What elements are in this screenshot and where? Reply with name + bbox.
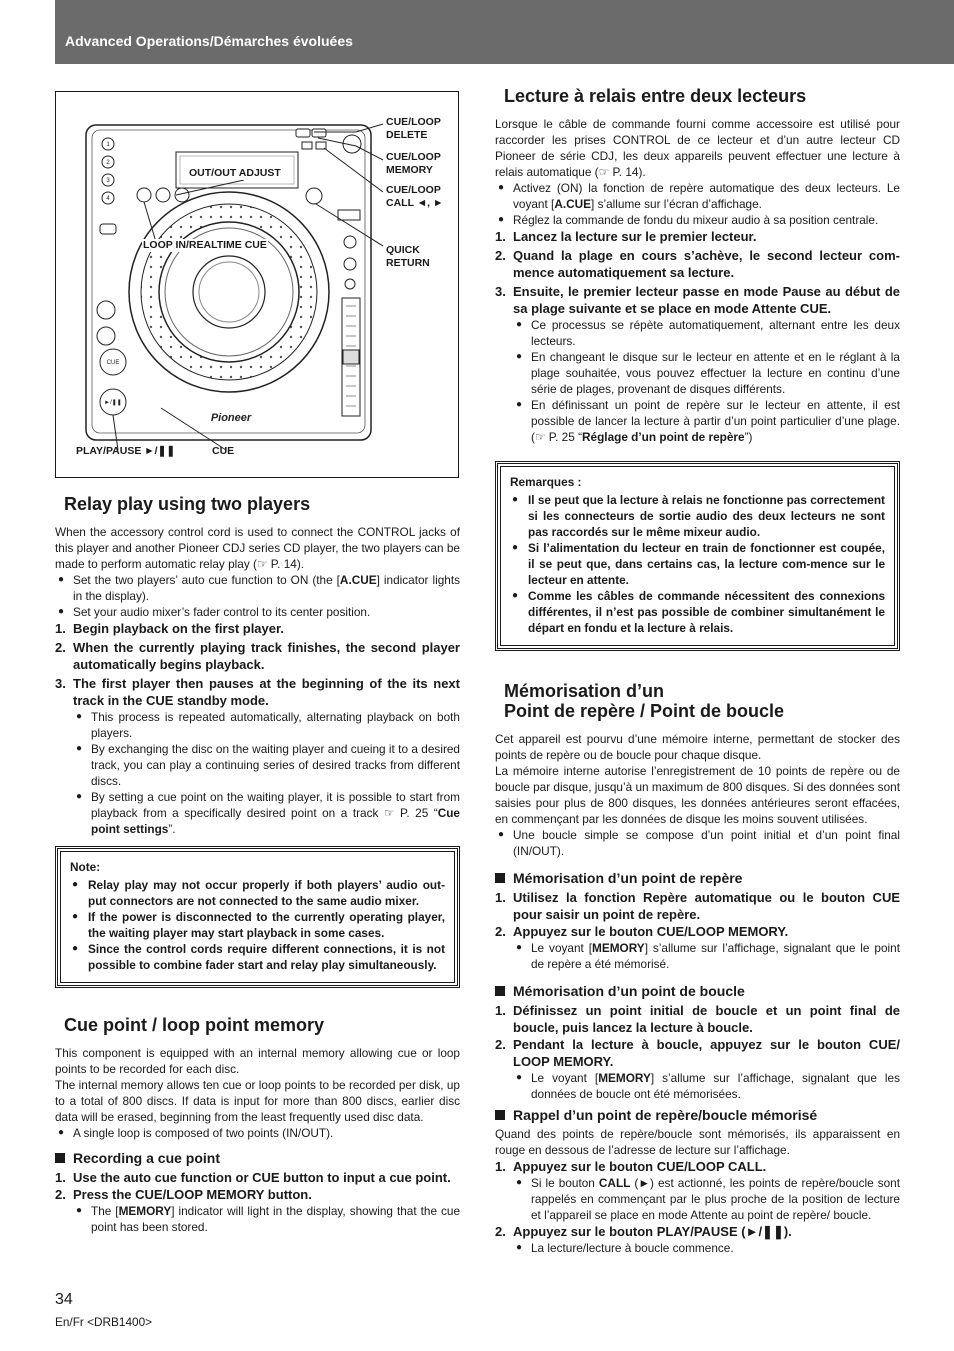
label-text: CUE/LOOP CALL ◄, ► <box>386 184 444 209</box>
section-title: Cue point / loop point memory <box>55 1015 460 1037</box>
label-loop-in <box>142 239 268 252</box>
svg-text:►/❚❚: ►/❚❚ <box>104 400 122 406</box>
step-2: 2. When the currently playing track finishes, the second player automatically begins playback. <box>55 640 460 672</box>
step-3: 3. Ensuite, le premier lecteur passe en mode Pause au début de sa plage suivante et se place en mode Attente CUE. <box>495 284 900 316</box>
note-title: Remarques : <box>510 475 582 489</box>
section-title-line2: Point de repère / Point de boucle <box>504 701 785 721</box>
label-text: CUE/LOOP MEMORY <box>386 151 441 176</box>
bullet-item: ● Ce processus se répète automatiquement, alternant entre les deux lecteurs. <box>513 317 900 349</box>
note-item: ● If the power is disconnected to the currently operating player, the waiting player may start playback in some cases. <box>70 909 445 941</box>
bullet-item: ● The [MEMORY] indicator will light in the display, showing that the cue point has been stored. <box>73 1203 460 1235</box>
bullet-item: ● This process is repeated automatically, alternating playback on both players. <box>73 709 460 741</box>
label-text: PLAY/PAUSE ►/❚❚ <box>76 445 176 457</box>
memorisation-fr-section <box>495 681 900 1256</box>
section-title-line1: Mémorisation d’un <box>504 681 665 701</box>
button-name: CALL <box>598 1176 631 1190</box>
note-item: ● Comme les câbles de commande nécessitent des connexions différentes, il n’est pas possible de combiner simultanément le départ en fondu et la lecture à relais. <box>510 588 885 636</box>
cdj-front-panel-figure <box>55 91 459 478</box>
bullet-item: ● En changeant le disque sur le lecteur en attente et en le réglant à la plage souhaitée, vous pouvez effectuer la lecture en continu d’une série de plages, provenant de disques différents. <box>513 349 900 397</box>
svg-text:1: 1 <box>106 142 110 148</box>
paragraph: This component is equipped with an internal memory allowing cue or loop points to be recorded for each disc. <box>55 1046 460 1076</box>
step-1: 1. Use the auto cue function or CUE button to input a cue point. <box>55 1170 451 1185</box>
document-code: En/Fr <DRB1400> <box>55 1315 153 1329</box>
note-item: ● Si l’alimentation du lecteur en train de fonctionner est coupée, il se peut que, dans certains cas, la lecture com-mence sur le lecteur en attente. <box>510 540 885 588</box>
label-play-pause <box>76 445 175 458</box>
note-item: ● Since the control cords require different connections, it is not possible to combine fader start and relay play simultaneously. <box>70 941 445 973</box>
bullet-item: ● Réglez la commande de fondu du mixeur audio à sa position centrale. <box>495 212 900 228</box>
subheading: Recording a cue point <box>55 1149 460 1167</box>
step-1: 1. Begin playback on the first player. <box>55 621 284 636</box>
paragraph: The internal memory allows ten cue or loop points to be recorded per disk, up to a total of 800 discs. If data is input for more than 800 discs, earlier disc data will be erased, beginning from the least frequently used disc data. <box>55 1078 460 1124</box>
step-1: 1. Appuyez sur le bouton CUE/LOOP CALL. <box>495 1159 767 1174</box>
svg-text:CUE: CUE <box>106 360 120 366</box>
section-title <box>495 681 900 723</box>
note-item: ● Il se peut que la lecture à relais ne fonctionne pas correctement si les connecteurs de sortie audio des deux lecteurs ne sont pas raccordés sur le même mixeur audio. <box>510 492 885 540</box>
indicator-name: MEMORY <box>592 941 645 955</box>
label-quick-return <box>386 244 430 270</box>
subheading: Mémorisation d’un point de repère <box>495 869 900 887</box>
bullet-item: ● Le voyant [MEMORY] s’allume sur l’affichage, signalant que le point de repère a été mémorisé. <box>513 940 900 972</box>
relay-play-fr-section <box>495 86 900 445</box>
step-2: 2. Appuyez sur le bouton CUE/LOOP MEMORY. <box>495 924 789 939</box>
label-text: OUT/OUT ADJUST <box>189 167 281 179</box>
svg-text:Pioneer: Pioneer <box>210 412 252 424</box>
label-cue <box>212 445 234 458</box>
svg-text:2: 2 <box>106 160 110 166</box>
step-2: 2. Quand la plage en cours s’achève, le second lecteur com-mence automatiquement sa lecture. <box>495 248 900 280</box>
indicator-name: A.CUE <box>339 573 377 587</box>
link-ref: Réglage d’un point de repère <box>582 430 745 444</box>
bullet-item: ● La lecture/lecture à boucle commence. <box>513 1240 900 1256</box>
step-2: 2. Appuyez sur le bouton PLAY/PAUSE (►/❚❚). <box>495 1224 792 1239</box>
section-title: Relay play using two players <box>55 494 460 516</box>
subheading: Rappel d’un point de repère/boucle mémorisé <box>495 1106 900 1124</box>
indicator-name: A.CUE <box>554 197 592 211</box>
step-2: 2. Pendant la lecture à boucle, appuyez sur le bouton CUE/ LOOP MEMORY. <box>495 1037 900 1069</box>
label-text: QUICK RETURN <box>386 244 430 269</box>
cue-memory-en-section <box>55 1015 460 1235</box>
step-1: 1. Définissez un point initial de boucle et un point final de boucle, puis lancez la lecture à boucle. <box>495 1003 900 1035</box>
note-item: ● Relay play may not occur properly if both players’ audio out-put connectors are not connected to the same audio mixer. <box>70 877 445 909</box>
indicator-name: MEMORY <box>598 1071 651 1085</box>
bullet-item: ● Le voyant [MEMORY] s’allume sur l’affichage, signalant que les données de boucle ont été mémorisées. <box>513 1070 900 1102</box>
intro-text: When the accessory control cord is used to connect the CONTROL jacks of this player and another Pioneer CDJ series CD player, the two players can be made to perform automatic relay play (☞ P. 14). <box>55 525 460 571</box>
relay-play-en-section <box>55 494 460 837</box>
label-cue-loop-memory <box>386 151 441 177</box>
subheading: Mémorisation d’un point de boucle <box>495 982 900 1000</box>
page-number: 34 <box>55 1291 73 1308</box>
bullet-item: ● Si le bouton CALL (►) est actionné, les points de repère/boucle sont rappelés en commençant par le plus proche de la position de lecture et l’appareil se place en mode Attente au point de repère/ boucle. <box>513 1175 900 1223</box>
step-1: 1. Lancez la lecture sur le premier lecteur. <box>495 229 757 244</box>
intro-text: Lorsque le câble de commande fourni comme accessoire est utilisé pour raccorder les prises CONTROL de ce lecteur et d’un autre lecteur CD Pioneer de série CDJ, les deux appareils peuvent effectuer une lecture à relais automatique (☞ P. 14). <box>495 117 900 179</box>
step-1: 1. Utilisez la fonction Repère automatique ou le bouton CUE pour saisir un point de repère. <box>495 890 900 922</box>
label-text: CUE <box>212 445 235 457</box>
bullet-item: ● En définissant un point de repère sur le lecteur en attente, il est possible de lancer la lecture à partir d’un point particulier d’une plage. (☞ P. 25 “Réglage d’un point de repère”) <box>513 397 900 445</box>
note-title: Note: <box>70 860 101 874</box>
step-2: 2. Press the CUE/LOOP MEMORY button. <box>55 1187 312 1202</box>
label-cue-loop-call <box>386 184 443 210</box>
section-title: Lecture à relais entre deux lecteurs <box>495 86 900 108</box>
link-ref: Cue point settings <box>91 806 460 836</box>
indicator-name: MEMORY <box>118 1204 172 1218</box>
remarks-box <box>495 461 900 651</box>
step-3: 3. The first player then pauses at the beginning of the its next track in the CUE standby mode. <box>55 676 460 708</box>
label-cue-loop-delete <box>386 116 441 142</box>
bullet-item: ● By setting a cue point on the waiting player, it is possible to start from playback from a specifically desired point on a track ☞ P. 25 “Cue point settings”. <box>73 789 460 837</box>
page-header <box>55 0 954 64</box>
svg-text:3: 3 <box>106 178 110 184</box>
paragraph: Cet appareil est pourvu d’une mémoire interne, permettant de stocker des points de repère ou de boucle pour chaque disque. <box>495 732 900 762</box>
paragraph: La mémoire interne autorise l’enregistrement de 10 points de repère ou de boucle par disque, jusqu’à un maximum de 800 disques. Si des données sont saisies pour plus de 800 disques, les données antérieures seront effacées, en commençant par les données de disque les moins souvent utilisées. <box>495 764 900 826</box>
svg-text:4: 4 <box>106 196 110 202</box>
bullet-item: ● Set the two players’ auto cue function to ON (the [A.CUE] indicator lights in the display). <box>55 572 460 604</box>
bullet-item: ● Une boucle simple se compose d’un point initial et d’un point final (IN/OUT). <box>495 827 900 859</box>
label-text: LOOP IN/REALTIME CUE <box>143 239 267 251</box>
bullet-item: ● Set your audio mixer’s fader control to its center position. <box>55 604 460 620</box>
bullet-item: ● By exchanging the disc on the waiting player and cueing it to a desired track, you can play a continuing series of desired tracks from different discs. <box>73 741 460 789</box>
bullet-item: ● Activez (ON) la fonction de repère automatique des deux lecteurs. Le voyant [A.CUE] s’allume sur l’écran d’affichage. <box>495 180 900 212</box>
paragraph: Quand des points de repère/boucle sont mémorisés, ils apparaissent en rouge en dessous de l’adresse de lecture sur l’affichage. <box>495 1127 900 1157</box>
label-text: CUE/LOOP DELETE <box>386 116 441 141</box>
label-out-adjust <box>188 167 282 180</box>
note-box <box>55 846 460 988</box>
bullet-item: ● A single loop is composed of two points (IN/OUT). <box>55 1125 460 1141</box>
header-title: Advanced Operations/Démarches évoluées <box>65 33 353 49</box>
